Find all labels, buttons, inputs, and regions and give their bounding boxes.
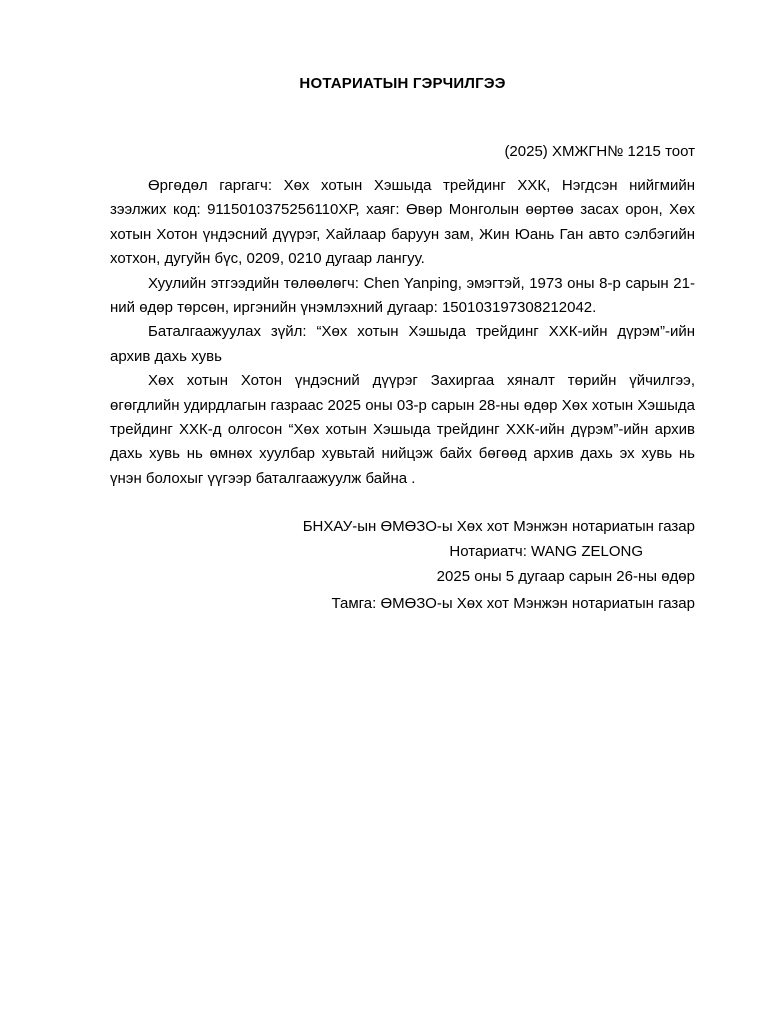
paragraph-applicant: Өргөдөл гаргагч: Хөх хотын Хэшыда трейдинг ХХК, Нэгдсэн нийгмийн зээлжих код: 9115010375256110ХР, хаяг: Өвөр Монголын өөртөө засах орон, Хөх хотын Хотон үндэсний дүүрэг, Хайлаар баруун зам, Жин Юань Ган авто сэлбэгийн хотхон, дугуйн бүс, 0209, 0210 дугаар лангуу. <box>110 177 695 268</box>
paragraph-certification: Хөх хотын Хотон үндэсний дүүрэг Захиргаа хяналт төрийн үйчилгээ, өгөгдлийн удирдлагын газраас 2025 оны 03-р сарын 28-ны өдөр Хөх хотын Хэшыда трейдинг ХХК-д олгосон “Хөх хотын Хэшыда трейдинг ХХК-ийн дүрэм”-ийн архив дахь хувь нь өмнөх хуулбар хувьтай нийцэж байх бөгөөд архив дахь эх хувь нь үнэн болохыг үүгээр баталгаажуулж байна . <box>110 372 695 487</box>
certification-date: 2025 оны 5 дугаар сарын 26-ны өдөр <box>436 568 695 585</box>
seal-text: Тамга: ӨМӨЗО-ы Хөх хот Мэнжэн нотариатын газар <box>331 595 695 612</box>
document-body <box>110 174 695 491</box>
paragraph-subject: Баталгаажуулах зүйл: “Хөх хотын Хэшыда трейдинг ХХК-ийн дүрэм”-ийн архив дахь хувь <box>110 323 695 365</box>
document-number: (2025) ХМЖГН№ 1215 тоот <box>504 143 695 160</box>
notary-office: БНХАУ-ын ӨМӨЗО-ы Хөх хот Мэнжэн нотариатын газар <box>302 518 695 535</box>
notary-name: Нотариатч: WANG ZELONG <box>449 543 643 560</box>
paragraph-representative: Хуулийн этгээдийн төлөөлөгч: Chen Yanping, эмэгтэй, 1973 оны 8-р сарын 21-ний өдөр төрсөн, иргэнийн үнэмлэхний дугаар: 150103197308212042. <box>110 274 695 317</box>
document-title: НОТАРИАТЫН ГЭРЧИЛГЭЭ <box>299 75 506 92</box>
